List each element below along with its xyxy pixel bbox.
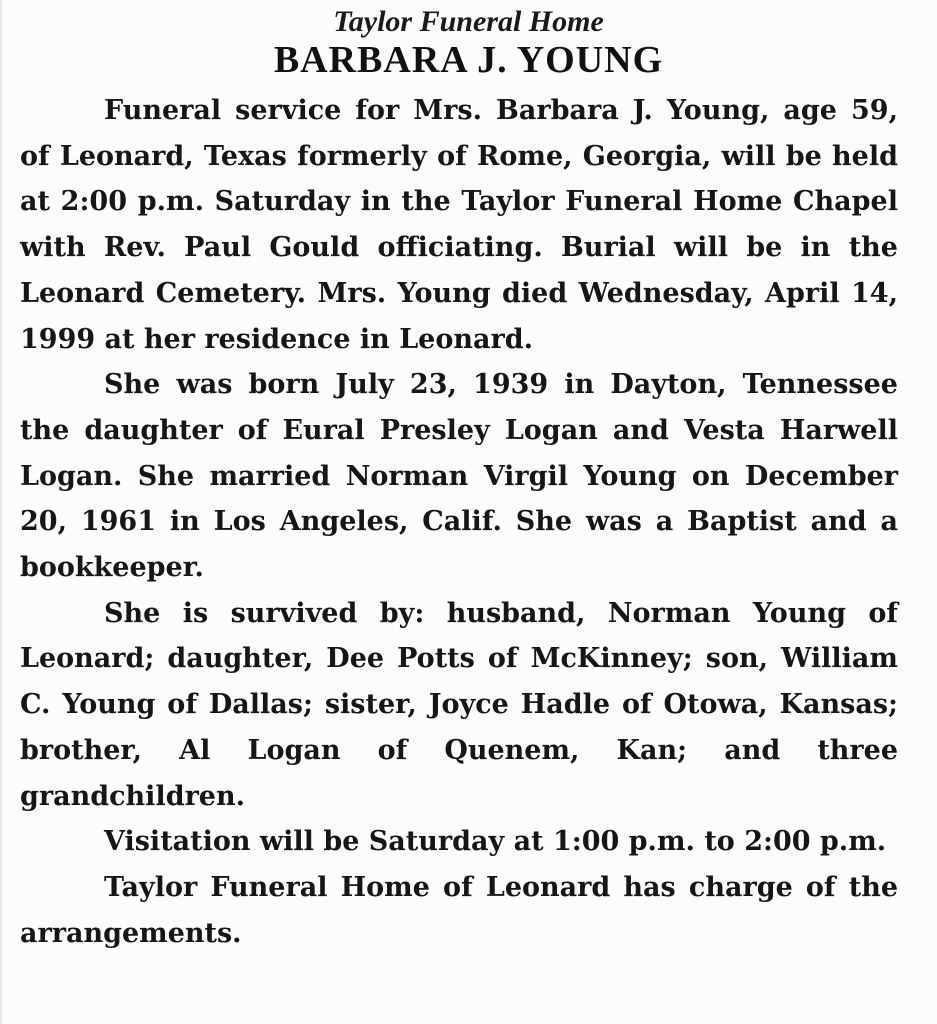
visitation-paragraph: Visitation will be Saturday at 1:00 p.m. to 2:00 p.m.: [104, 826, 887, 858]
biography-paragraph: She was born July 23, 1939 in Dayton, Tennessee the daughter of Eural Presley Logan and Vesta Harwell Logan. She married Norman Virgil Young on December 20, 1961 in Los Angeles, Calif. She was a Baptist and a bookkeeper.: [20, 369, 898, 584]
arrangements-paragraph: Taylor Funeral Home of Leonard has charge of the arrangements.: [20, 871, 898, 949]
obituary-header: [0, 4, 937, 82]
survivors-paragraph: She is survived by: husband, Norman Young of Leonard; daughter, Dee Potts of McKinney; son, William C. Young of Dallas; sister, Joyce Hadle of Otowa, Kansas; brother, Al Logan of Quenem, Kan; and three grandchildren.: [20, 597, 898, 812]
funeral-home-title: Taylor Funeral Home: [333, 5, 604, 38]
deceased-name-heading: BARBARA J. YOUNG: [273, 39, 664, 81]
obituary-body: [20, 88, 898, 956]
service-paragraph: Funeral service for Mrs. Barbara J. Young, age 59, of Leonard, Texas formerly of Rome, Georgia, will be held at 2:00 p.m. Saturday in the Taylor Funeral Home Chapel with Rev. Paul Gould officiating. Burial will be in the Leonard Cemetery. Mrs. Young died Wednesday, April 14, 1999 at her residence in Leonard.: [20, 95, 898, 355]
